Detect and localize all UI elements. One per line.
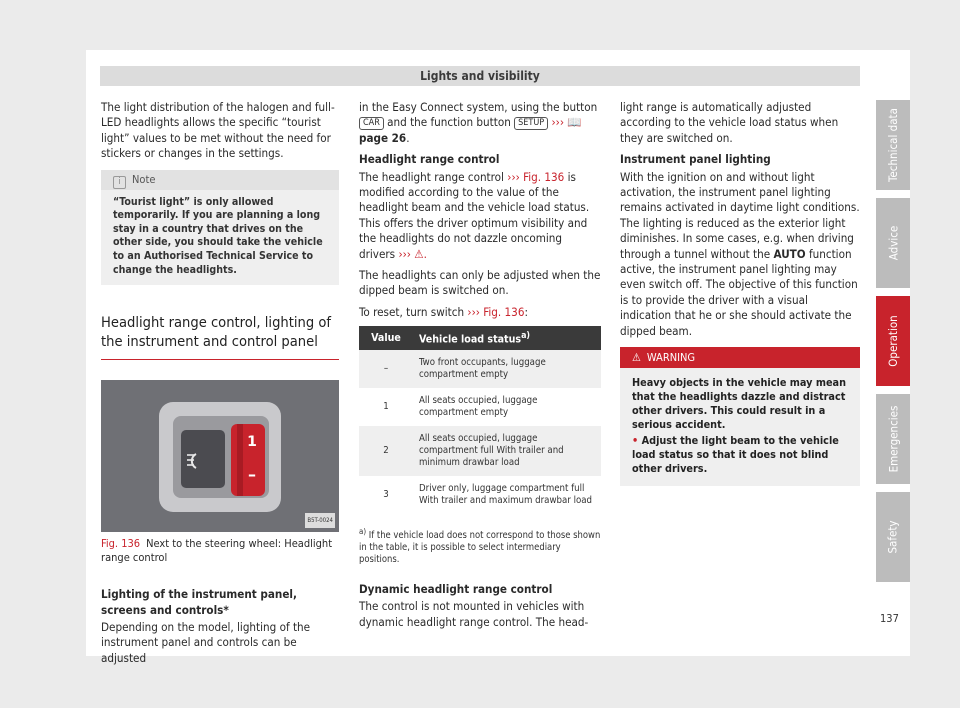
tab-operation[interactable] bbox=[876, 296, 910, 386]
reset-colon: : bbox=[524, 304, 528, 319]
tab-safety[interactable] bbox=[876, 492, 910, 582]
footnote-text: If the vehicle load does not correspond to those shown in the table, it is possible to select intermediary positions. bbox=[359, 529, 601, 565]
panel-lighting-heading: Instrument panel lighting bbox=[620, 152, 771, 167]
panel-lighting-text bbox=[620, 170, 860, 339]
note-label: Note bbox=[132, 172, 156, 186]
auto-icon: AUTO bbox=[773, 246, 806, 261]
table-row bbox=[359, 476, 601, 514]
table-cell-value: 2 bbox=[359, 426, 413, 476]
table-row bbox=[359, 426, 601, 476]
figure-number: Fig. 136 bbox=[101, 537, 141, 551]
table-header-status-label: Vehicle load status bbox=[419, 333, 522, 346]
car-button: CAR bbox=[359, 117, 384, 130]
table-cell-value: 3 bbox=[383, 488, 389, 500]
reset-paragraph bbox=[359, 305, 601, 320]
figure-headlight-control bbox=[101, 380, 339, 532]
knob-label-1: 1 bbox=[247, 434, 257, 451]
table-row bbox=[359, 388, 601, 426]
tab-label: Technical data bbox=[886, 108, 900, 182]
tab-advice[interactable] bbox=[876, 198, 910, 288]
range-text-b: is modified according to the value of the headlight beam and the vehicle load status. This offers the driver optimum visibility and the headlights do not dazzle oncoming drivers bbox=[359, 169, 590, 261]
headlight-switch-illustration bbox=[101, 380, 339, 532]
lighting-paragraph: Depending on the model, lighting of the instrument panel and controls can be adjusted bbox=[101, 620, 311, 665]
warning-body bbox=[620, 368, 860, 476]
tab-label: Advice bbox=[886, 225, 900, 261]
info-icon: i bbox=[113, 176, 126, 189]
fig-link-2[interactable]: ››› Fig. 136 bbox=[467, 304, 525, 319]
panel-text-a: With the ignition on and without light activation, the instrument panel lighting remains activated in daytime light conditions. The lighting is reduced as the exterior light diminishes. In some cases, e.g. when driving through a tunnel without the bbox=[620, 169, 860, 261]
warning-header bbox=[620, 347, 860, 368]
table-cell-status: Two front occupants, luggage compartment empty bbox=[413, 350, 601, 388]
note-text: “Tourist light” is only allowed temporarily. If you are planning a long stay in a country that drives on the other side, you should take the vehicle to an Authorised Technical Service to change the headlights. bbox=[113, 195, 323, 276]
column-right bbox=[620, 100, 860, 486]
table-header-status bbox=[413, 326, 601, 350]
note-header bbox=[101, 170, 339, 190]
table-footnote bbox=[359, 526, 601, 566]
warning-bullet bbox=[632, 434, 850, 476]
easy-connect-paragraph: in the Easy Connect system, using the button CAR and the function button SETUP ››› 📖 page 26. bbox=[359, 100, 598, 145]
range-heading: Headlight range control bbox=[359, 152, 500, 167]
table-cell-status: All seats occupied, luggage compartment empty bbox=[419, 394, 538, 418]
book-icon: 📖 bbox=[567, 115, 582, 130]
knob-label-minus: – bbox=[248, 465, 256, 485]
tab-label: Operation bbox=[886, 315, 900, 367]
tab-emergencies[interactable] bbox=[876, 394, 910, 484]
figure-tag: B5T-0024 bbox=[305, 513, 335, 528]
page-link-arrows[interactable]: ››› bbox=[551, 115, 564, 130]
range-text-a: The headlight range control bbox=[359, 169, 504, 184]
tab-technical-data[interactable] bbox=[876, 100, 910, 190]
table-cell-status: All seats occupied, luggage compartment full With trailer and minimum drawbar load bbox=[413, 426, 601, 476]
table-cell-value: 1 bbox=[383, 400, 389, 412]
range-paragraph bbox=[359, 170, 601, 262]
warning-bullet-text: Adjust the light beam to the vehicle load status so that it does not blind other drivers. bbox=[632, 434, 839, 476]
panel-text-b: function active, the instrument panel lighting may even switch off. The objective of this function is to provide the driver with a visual indication that he or she should activate the dipped beam. bbox=[620, 246, 858, 338]
warning-label: WARNING bbox=[646, 351, 696, 365]
note-box bbox=[101, 170, 339, 286]
setup-button: SETUP bbox=[514, 117, 548, 130]
lighting-subheading: Lighting of the instrument panel, screens and controls* bbox=[101, 587, 297, 617]
table-header-value: Value bbox=[359, 326, 413, 350]
range-continued: light range is automatically adjusted according to the vehicle load status when they are switched on. bbox=[620, 100, 839, 145]
column-left bbox=[101, 100, 339, 672]
tab-label: Emergencies bbox=[886, 405, 901, 473]
table-header-footnote-mark: a) bbox=[521, 331, 531, 342]
page-number: 137 bbox=[880, 612, 899, 625]
bullet-icon: • bbox=[632, 434, 642, 448]
intro-paragraph: The light distribution of the halogen and full-LED headlights allows the specific “tourist light” values to be met without the need for stickers or changes in the settings. bbox=[101, 100, 335, 161]
reset-text: To reset, turn switch bbox=[359, 304, 465, 319]
table-cell-status: Driver only, luggage compartment full With trailer and maximum drawbar load bbox=[419, 482, 593, 506]
column-middle bbox=[359, 100, 601, 636]
page-header: Lights and visibility bbox=[100, 66, 860, 86]
easy-connect-text: in the Easy Connect system, using the button bbox=[359, 100, 598, 114]
tab-label: Safety bbox=[886, 520, 900, 554]
warning-text: Heavy objects in the vehicle may mean that the headlights dazzle and distract other drivers. This could result in a serious accident. bbox=[632, 376, 847, 432]
fig-link[interactable]: ››› Fig. 136 bbox=[507, 169, 565, 184]
section-title: Headlight range control, lighting of the instrument and control panel bbox=[101, 313, 339, 360]
page-reference[interactable]: page 26 bbox=[359, 130, 407, 145]
warning-box bbox=[620, 347, 860, 486]
table-row bbox=[359, 350, 601, 388]
dynamic-text: The control is not mounted in vehicles with dynamic headlight range control. The head- bbox=[359, 599, 589, 629]
dynamic-heading: Dynamic headlight range control bbox=[359, 581, 553, 596]
load-status-table bbox=[359, 326, 601, 514]
function-button-text: and the function button bbox=[387, 115, 511, 130]
warning-triangle-icon: ⚠ bbox=[632, 351, 641, 365]
figure-caption bbox=[101, 537, 339, 565]
figure-caption-text: Next to the steering wheel: Headlight range control bbox=[101, 537, 333, 565]
warning-link[interactable]: ››› ⚠. bbox=[398, 246, 427, 261]
table-cell-value: – bbox=[359, 350, 413, 388]
footnote-mark: a) bbox=[359, 526, 367, 536]
range-paragraph-2: The headlights can only be adjusted when the dipped beam is switched on. bbox=[359, 268, 601, 298]
